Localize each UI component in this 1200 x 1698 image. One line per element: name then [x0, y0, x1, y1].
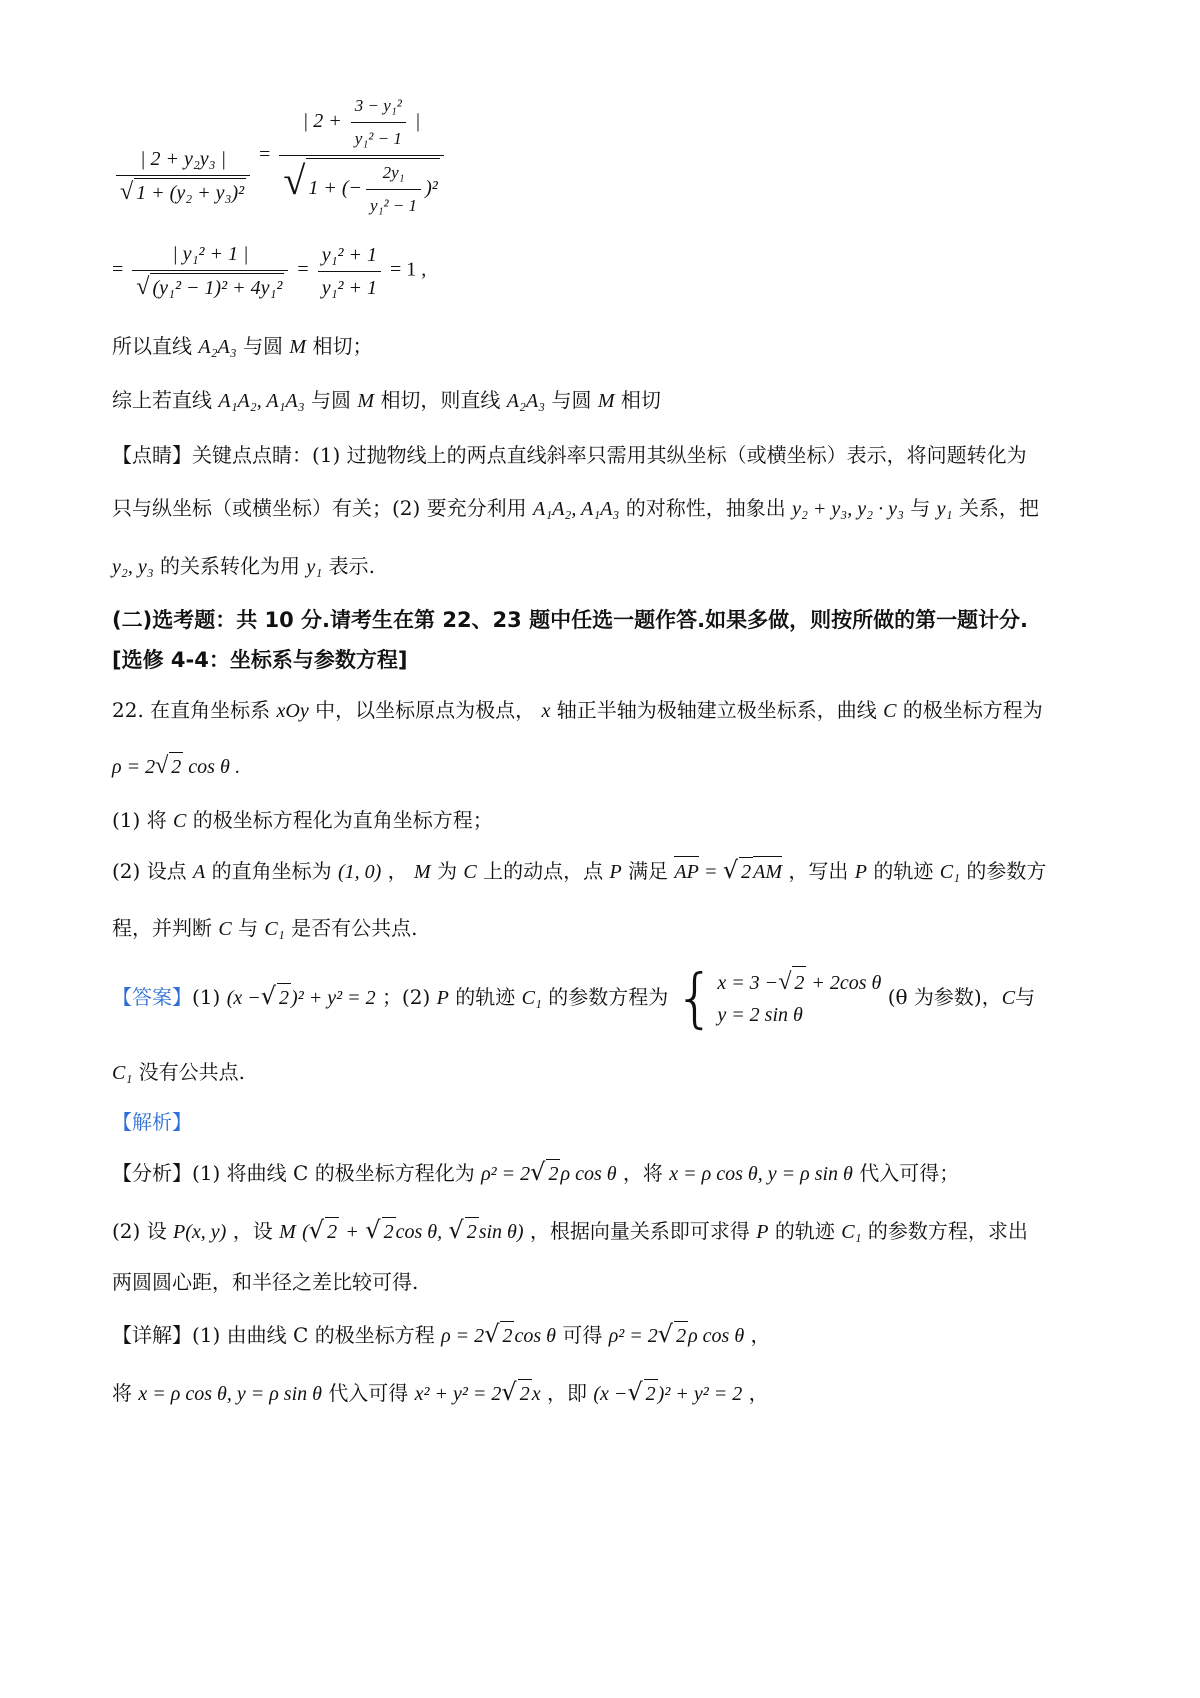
question-22-equation: ρ = 2√ 2 cos θ .: [112, 753, 240, 779]
question-22-part-2: (2) 设点 A 的直角坐标为 (1, 0) ， M 为 C 上的动点，点 P 满足 AP = √ 2 AM ，写出 P 的轨迹 C₁ 的参数方: [112, 856, 1047, 884]
equation-1: $\frac{\text{| 2 + y₂y₃ |}}{\text{√ 1 + (y₂ + y₃)²}}$ = | 2 + $\frac{\text{3 − y₁²}}{\text{y₁² − 1}}$ | √ 1 + (− $\frac{\text{2y₁}}{\text{y₁² − 1}}$ )²: [112, 92, 448, 220]
vector-am: AM: [753, 856, 782, 886]
fraction-2: $\frac{\text{y₁² + 1}}{\text{y₁² + 1}}$: [318, 241, 381, 302]
analysis-line-2: (2) 设 P(x, y) ，设 M (√ 2 + √ 2 cos θ, √ 2 sin θ) ，根据向量关系即可求得 P 的轨迹 C₁ 的参数方程，求出: [112, 1216, 1028, 1244]
tip-line-2: 只与纵坐标（或横坐标）有关；(2) 要充分利用 A₁A₂, A₁A₃ 的对称性，抽象出 y₂ + y₃, y₂ · y₃ 与 y₁ 关系，把: [112, 496, 1039, 520]
tip-line-3: y₂, y₃ 的关系转化为用 y₁ 表示.: [112, 554, 375, 578]
fraction-1: $\frac{\text{| y₁² + 1 |}}{\text{√ (y₁² − 1)² + 4y₁²}}$: [132, 240, 288, 302]
system-brace: {: [674, 961, 716, 1036]
summary-line: 综上若直线 A₁A₂, A₁A₃ 与圆 M 相切，则直线 A₂A₃ 与圆 M 相切: [112, 388, 661, 412]
sqrt-term: 1 + (y₂ + y₃)²: [134, 178, 246, 207]
tip-line-1: 【点睛】关键点点睛：(1) 过抛物线上的两点直线斜率只需用其纵坐标（或横坐标）表示，将问题转化为: [112, 443, 1027, 467]
detail-line-2: 将 x = ρ cos θ, y = ρ sin θ 代入可得 x² + y² = 2√ 2 x ，即 (x −√ 2 )² + y² = 2 ，: [112, 1378, 769, 1406]
question-22-line-1: 22. 在直角坐标系 xOy 中，以坐标原点为极点， x 轴正半轴为极轴建立极坐标系，曲线 C 的极坐标方程为: [112, 698, 1043, 722]
analysis-label: 【解析】: [112, 1110, 192, 1134]
subsection-heading: [选修 4-4：坐标系与参数方程]: [112, 648, 408, 672]
tangent-line-1: 所以直线 A₂A₃ 与圆 M 相切；: [112, 334, 373, 358]
parametric-system: x = 3 −√ 2 + 2cos θ y = 2 sin θ: [717, 966, 881, 1031]
fraction-lhs: $\frac{\text{| 2 + y₂y₃ |}}{\text{√ 1 + (y₂ + y₃)²}}$: [116, 145, 250, 207]
section-heading: (二)选考题：共 10 分.请考生在第 22、23 题中任选一题作答.如果多做，则按所做的第一题计分.: [112, 608, 1029, 632]
answer-line-2: C₁ 没有公共点.: [112, 1060, 246, 1084]
fraction-numerator: | 2 + y₂y₃ |: [116, 145, 250, 176]
detail-line-1: 【详解】(1) 由曲线 C 的极坐标方程 ρ = 2√ 2 cos θ 可得 ρ² = 2√ 2 ρ cos θ ，: [112, 1320, 771, 1348]
fraction-rhs: | 2 + $\frac{\text{3 − y₁²}}{\text{y₁² − 1}}$ | √ 1 + (− $\frac{\text{2y₁}}{\text{y₁² − 1}}$ )²: [279, 92, 443, 220]
answer-line: 【答案】(1) (x −√ 2 )² + y² = 2 ；(2) P 的轨迹 C₁ 的参数方程为 { x = 3 −√ 2 + 2cos θ y = 2 sin θ (θ 为参数)，C与: [112, 961, 1036, 1036]
vector-ap: AP: [674, 856, 698, 886]
analysis-line-1: 【分析】(1) 将曲线 C 的极坐标方程化为 ρ² = 2√ 2 ρ cos θ ，将 x = ρ cos θ, y = ρ sin θ 代入可得；: [112, 1158, 960, 1186]
question-22-part-1: (1) 将 C 的极坐标方程化为直角坐标方程；: [112, 808, 493, 832]
analysis-line-3: 两圆圆心距，和半径之差比较可得.: [112, 1270, 419, 1294]
equation-2: = $\frac{\text{| y₁² + 1 |}}{\text{√ (y₁² − 1)² + 4y₁²}}$ = $\frac{\text{y₁² + 1}}{\text{y₁² + 1}}$ = 1 ,: [112, 240, 426, 302]
question-22-part-2-cont: 程，并判断 C 与 C₁ 是否有公共点.: [112, 916, 418, 940]
answer-label: 【答案】: [112, 985, 192, 1009]
